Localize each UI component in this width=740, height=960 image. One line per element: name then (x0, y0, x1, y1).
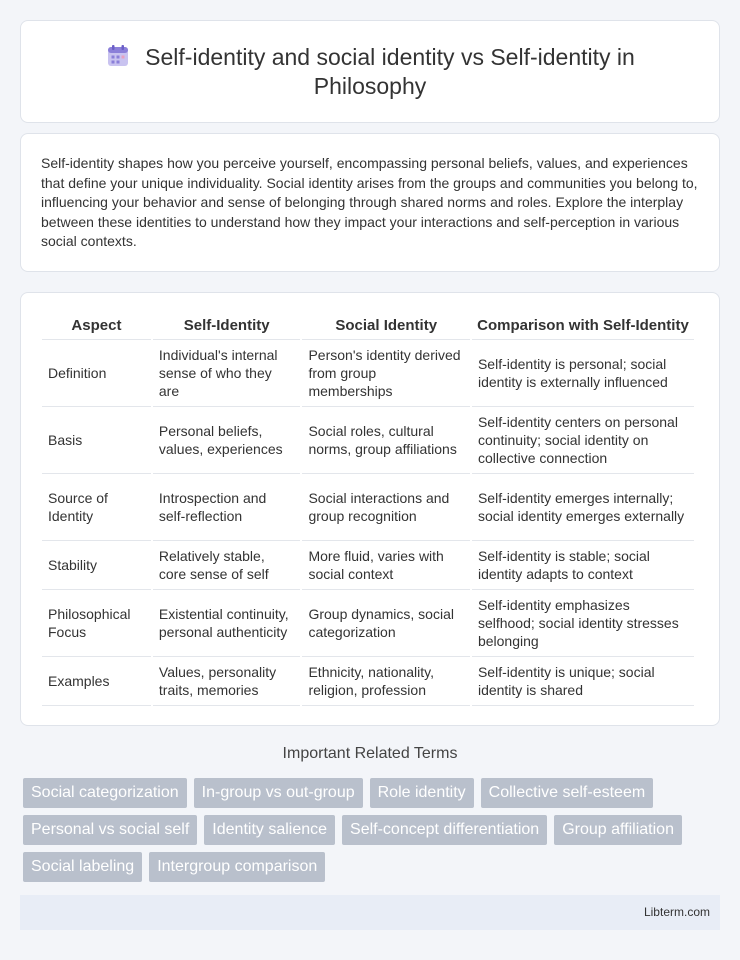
cell-comparison: Self-identity is unique; social identity is shared (472, 657, 694, 706)
table-row (42, 340, 694, 407)
cell-self-identity: Relatively stable, core sense of self (153, 541, 301, 590)
footer (20, 895, 720, 930)
tag-collective-self-esteem[interactable]: Collective self-esteem (481, 778, 654, 808)
cell-aspect: Definition (42, 340, 151, 407)
tag-group-affiliation[interactable]: Group affiliation (554, 815, 682, 845)
cell-self-identity: Individual's internal sense of who they are (153, 340, 301, 407)
tag-personal-vs-social-self[interactable]: Personal vs social self (23, 815, 197, 845)
related-terms-heading: Important Related Terms (282, 745, 458, 762)
cell-self-identity: Existential continuity, personal authenticity (153, 590, 301, 657)
cell-social-identity: More fluid, varies with social context (302, 541, 469, 590)
header-social-identity: Social Identity (302, 313, 469, 340)
footer-site-link[interactable]: Libterm.com (643, 905, 710, 919)
header-aspect: Aspect (42, 313, 151, 340)
cell-social-identity: Group dynamics, social categorization (302, 590, 469, 657)
table-header-row (42, 313, 694, 340)
tag-intergroup-comparison[interactable]: Intergroup comparison (149, 852, 325, 882)
cell-comparison: Self-identity is personal; social identity is externally influenced (472, 340, 694, 407)
comparison-table (40, 313, 696, 706)
calendar-icon (105, 43, 131, 69)
tag-role-identity[interactable]: Role identity (370, 778, 474, 808)
cell-comparison: Self-identity is stable; social identity adapts to context (472, 541, 694, 590)
page-title (61, 43, 679, 101)
page-title-text: Self-identity and social identity vs Self-identity in Philosophy (145, 43, 635, 99)
cell-aspect: Philosophical Focus (42, 590, 151, 657)
cell-social-identity: Person's identity derived from group memberships (302, 340, 469, 407)
tag-in-group-vs-out-group[interactable]: In-group vs out-group (194, 778, 363, 808)
cell-comparison: Self-identity emerges internally; social identity emerges externally (472, 474, 694, 541)
header-self-identity: Self-Identity (153, 313, 301, 340)
cell-social-identity: Social interactions and group recognition (302, 474, 469, 541)
cell-aspect: Basis (42, 407, 151, 474)
cell-social-identity: Ethnicity, nationality, religion, profession (302, 657, 469, 706)
comparison-table-card (20, 292, 720, 726)
table-row (42, 474, 694, 541)
cell-comparison: Self-identity centers on personal continuity; social identity on collective connection (472, 407, 694, 474)
tag-social-categorization[interactable]: Social categorization (23, 778, 187, 808)
cell-self-identity: Personal beliefs, values, experiences (153, 407, 301, 474)
title-card (20, 20, 720, 123)
tag-social-labeling[interactable]: Social labeling (23, 852, 142, 882)
table-row (42, 590, 694, 657)
table-row (42, 407, 694, 474)
intro-card (20, 133, 720, 272)
cell-comparison: Self-identity emphasizes selfhood; social identity stresses belonging (472, 590, 694, 657)
intro-paragraph: Self-identity shapes how you perceive yourself, encompassing personal beliefs, values, and experiences that define your unique individuality. Social identity arises from the groups and communities you belong to, influencing your behavior and sense of belonging through shared norms and roles. Explore the interplay between these identities to understand how they impact your interactions and self-perception in various social contexts. (41, 155, 698, 250)
cell-aspect: Stability (42, 541, 151, 590)
tag-self-concept-differentiation[interactable]: Self-concept differentiation (342, 815, 547, 845)
cell-social-identity: Social roles, cultural norms, group affiliations (302, 407, 469, 474)
table-row (42, 657, 694, 706)
header-comparison: Comparison with Self-Identity (472, 313, 694, 340)
cell-aspect: Examples (42, 657, 151, 706)
cell-self-identity: Introspection and self-reflection (153, 474, 301, 541)
cell-aspect: Source of Identity (42, 474, 151, 541)
table-row (42, 541, 694, 590)
tag-identity-salience[interactable]: Identity salience (204, 815, 335, 845)
related-terms-list (23, 778, 703, 882)
cell-self-identity: Values, personality traits, memories (153, 657, 301, 706)
